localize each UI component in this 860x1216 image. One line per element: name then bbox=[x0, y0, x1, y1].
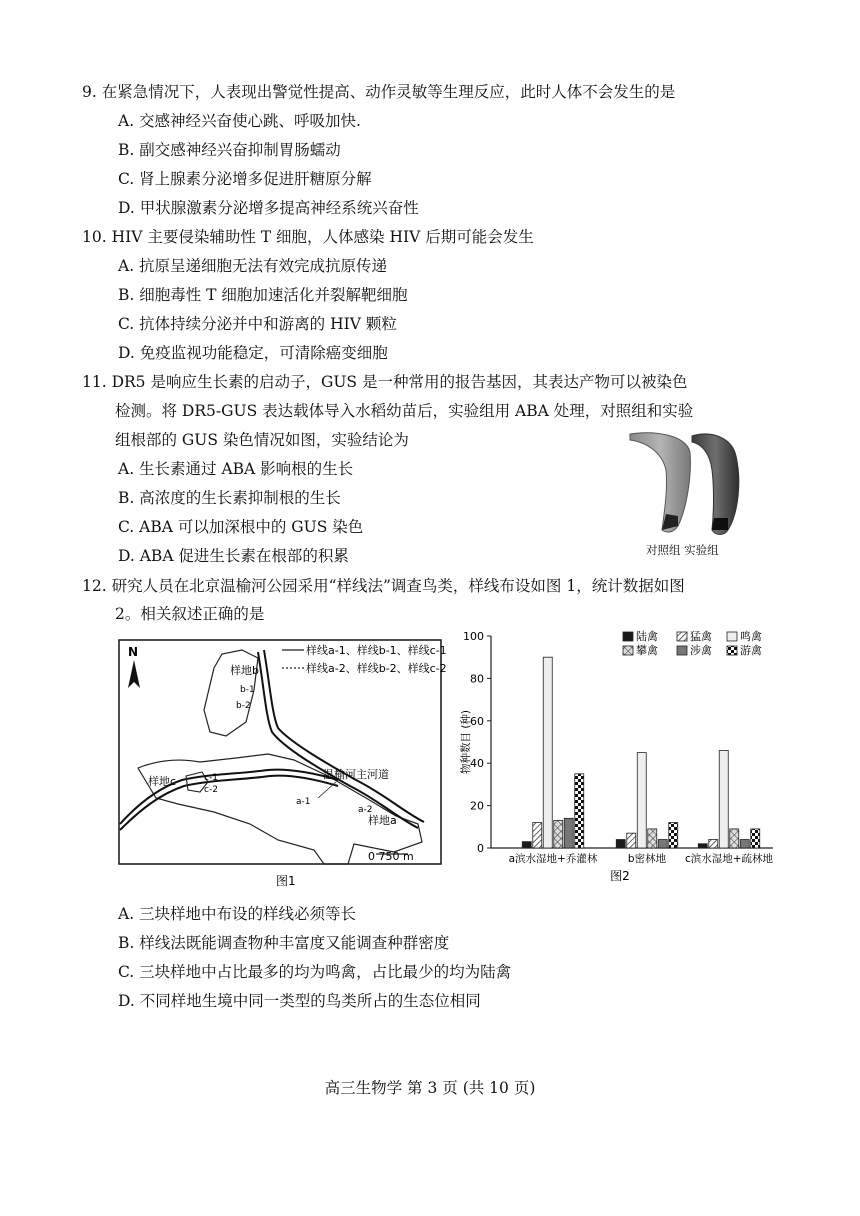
bar-游禽-0 bbox=[575, 774, 584, 848]
legend-swatch bbox=[677, 646, 687, 655]
q10-option-c: C. 抗体持续分泌并中和游离的 HIV 颗粒 bbox=[118, 315, 397, 333]
q10-option-b: B. 细胞毒性 T 细胞加速活化并裂解靶细胞 bbox=[118, 286, 408, 304]
bar-攀禽-1 bbox=[648, 829, 657, 848]
q10-option-a: A. 抗原呈递细胞无法有效完成抗原传递 bbox=[118, 257, 388, 275]
bar-鸣禽-0 bbox=[543, 657, 552, 848]
page-footer: 高三生物学 第 3 页 (共 10 页) bbox=[324, 1079, 536, 1097]
bar-涉禽-1 bbox=[658, 840, 667, 848]
legend-swatch bbox=[623, 646, 633, 655]
figure1-caption: 图1 bbox=[276, 874, 296, 888]
legend-swatch bbox=[727, 632, 737, 641]
legend-line2: 样线a-2、样线b-2、样线c-2 bbox=[306, 662, 447, 675]
root-figure-caption: 对照组 实验组 bbox=[646, 543, 719, 557]
scale-label: 0 750 m bbox=[368, 850, 414, 863]
north-label: N bbox=[128, 645, 139, 659]
q11-stem-line2: 检测。将 DR5-GUS 表达载体导入水稻幼苗后，实验组用 ABA 处理，对照组和实验 bbox=[115, 402, 694, 420]
bar-攀禽-0 bbox=[554, 820, 563, 848]
legend-swatch bbox=[623, 632, 633, 641]
figure2-bar-chart bbox=[455, 626, 785, 888]
q11-option-a: A. 生长素通过 ABA 影响根的生长 bbox=[118, 460, 354, 478]
y-tick-label: 60 bbox=[470, 714, 484, 728]
figure2-caption: 图2 bbox=[610, 869, 630, 883]
bar-猛禽-2 bbox=[709, 840, 718, 848]
bar-陆禽-0 bbox=[522, 842, 531, 848]
bar-猛禽-0 bbox=[533, 823, 542, 848]
legend-label: 涉禽 bbox=[690, 644, 712, 657]
plot-c-label: 样地c bbox=[148, 775, 177, 788]
q10-option-d: D. 免疫监视功能稳定，可清除癌变细胞 bbox=[118, 344, 388, 362]
legend-label: 游禽 bbox=[740, 644, 762, 657]
north-arrow-icon bbox=[128, 660, 140, 688]
bar-猛禽-1 bbox=[627, 833, 636, 848]
x-tick-label: c滨水湿地+疏林地 bbox=[684, 853, 774, 865]
c1-label: c-1 bbox=[204, 773, 218, 783]
legend-swatch bbox=[677, 632, 687, 641]
bar-游禽-2 bbox=[751, 829, 760, 848]
x-tick-label: a滨水湿地+乔灌林 bbox=[508, 853, 598, 865]
legend-label: 猛禽 bbox=[690, 630, 712, 643]
q12-option-a: A. 三块样地中布设的样线必须等长 bbox=[118, 905, 357, 923]
bar-涉禽-0 bbox=[564, 818, 573, 848]
q9-stem: 9. 在紧急情况下，人表现出警觉性提高、动作灵敏等生理反应，此时人体不会发生的是 bbox=[82, 83, 676, 101]
y-tick-label: 20 bbox=[470, 799, 484, 813]
y-axis-label: 物种数目 (种) bbox=[460, 709, 472, 775]
q11-stem-line3: 组根部的 GUS 染色情况如图，实验结论为 bbox=[115, 431, 409, 449]
a1-label: a-1 bbox=[296, 797, 311, 807]
q11-option-c: C. ABA 可以加深根中的 GUS 染色 bbox=[118, 518, 364, 536]
legend-label: 陆禽 bbox=[636, 630, 658, 643]
b1-label: b-1 bbox=[240, 685, 255, 695]
q11-option-d: D. ABA 促进生长素在根部的积累 bbox=[118, 547, 349, 565]
bar-涉禽-2 bbox=[740, 840, 749, 848]
y-tick-label: 40 bbox=[470, 757, 484, 771]
x-tick-label: b密林地 bbox=[627, 853, 667, 865]
legend-label: 攀禽 bbox=[636, 644, 658, 657]
q12-option-b: B. 样线法既能调查物种丰富度又能调查种群密度 bbox=[118, 934, 450, 952]
q12-stem-line2: 2。相关叙述正确的是 bbox=[115, 605, 265, 623]
bar-陆禽-2 bbox=[698, 844, 707, 848]
river-label: 温榆河主河道 bbox=[323, 768, 389, 781]
q11-stem-line1: 11. DR5 是响应生长素的启动子，GUS 是一种常用的报告基因，其表达产物可以被染色 bbox=[82, 373, 688, 391]
bar-游禽-1 bbox=[669, 823, 678, 848]
q12-option-c: C. 三块样地中占比最多的均为鸣禽，占比最少的均为陆禽 bbox=[118, 963, 512, 981]
bar-鸣禽-1 bbox=[637, 753, 646, 848]
q9-option-b: B. 副交感神经兴奋抑制胃肠蠕动 bbox=[118, 141, 341, 159]
legend-line1: 样线a-1、样线b-1、样线c-1 bbox=[306, 644, 447, 657]
c2-label: c-2 bbox=[204, 785, 218, 795]
q9-option-a: A. 交感神经兴奋使心跳、呼吸加快. bbox=[118, 112, 361, 130]
q11-option-b: B. 高浓度的生长素抑制根的生长 bbox=[118, 489, 341, 507]
bar-攀禽-2 bbox=[730, 829, 739, 848]
q9-option-d: D. 甲状腺激素分泌增多提高神经系统兴奋性 bbox=[118, 199, 419, 217]
legend-label: 鸣禽 bbox=[740, 630, 762, 643]
bar-陆禽-1 bbox=[616, 840, 625, 848]
plot-b-label: 样地b bbox=[230, 664, 259, 677]
plot-a-label: 样地a bbox=[368, 814, 397, 827]
y-tick-label: 0 bbox=[477, 842, 484, 855]
legend-swatch bbox=[727, 646, 737, 655]
y-tick-label: 80 bbox=[470, 672, 484, 686]
figure1-map bbox=[118, 628, 453, 890]
q10-stem: 10. HIV 主要侵染辅助性 T 细胞，人体感染 HIV 后期可能会发生 bbox=[82, 228, 534, 246]
q9-option-c: C. 肾上腺素分泌增多促进肝糖原分解 bbox=[118, 170, 372, 188]
b2-label: b-2 bbox=[236, 701, 251, 711]
y-tick-label: 100 bbox=[463, 630, 484, 643]
control-root-image bbox=[630, 433, 690, 532]
bar-鸣禽-2 bbox=[719, 750, 728, 848]
q12-stem-line1: 12. 研究人员在北京温榆河公园采用“样线法”调查鸟类，样线布设如图 1，统计数据如图 bbox=[82, 577, 685, 595]
root-staining-figure bbox=[628, 430, 778, 560]
q12-option-d: D. 不同样地生境中同一类型的鸟类所占的生态位相同 bbox=[118, 992, 481, 1010]
a2-label: a-2 bbox=[358, 805, 373, 815]
